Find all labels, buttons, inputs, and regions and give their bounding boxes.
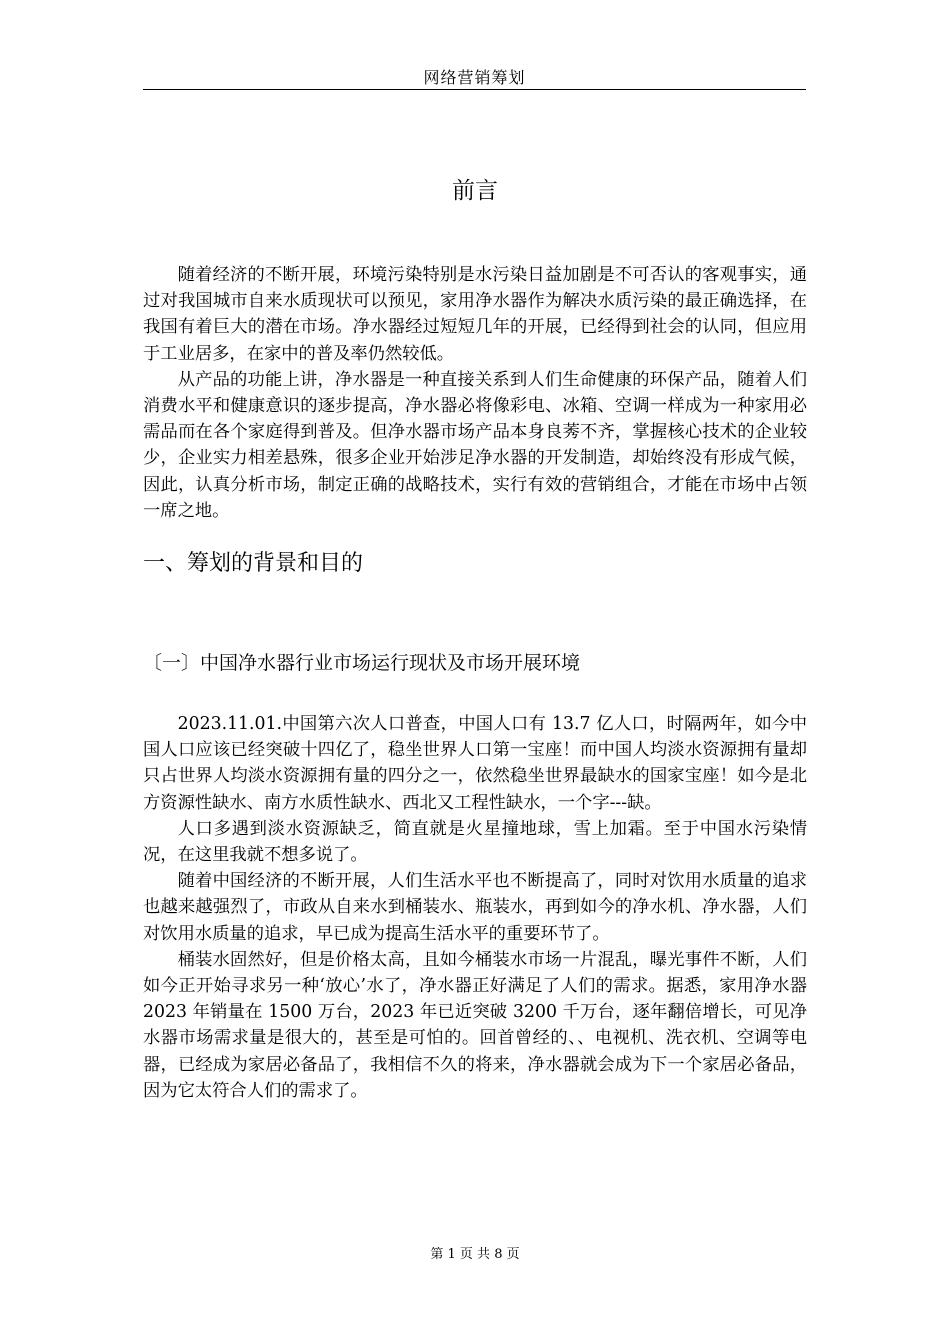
page-footer: 第 1 页 共 8 页 (430, 1247, 520, 1262)
preface-section (143, 262, 807, 524)
body-paragraph: 人口多遇到淡水资源缺乏，简直就是火星撞地球，雪上加霜。至于中国水污染情况，在这里我就不想多说了。 (143, 818, 807, 866)
running-header: 网络营销筹划 (423, 68, 526, 87)
page-title: 前言 (452, 178, 498, 205)
section-body (143, 711, 807, 1104)
header-rule (143, 89, 806, 90)
body-paragraph: 2023.11.01.中国第六次人口普查，中国人口有 13.7 亿人口，时隔两年，如今中国人口应该已经突破十四亿了，稳坐世界人口第一宝座！而中国人均淡水资源拥有量却只占世界人均淡水资源拥有量的四分之一，依然稳坐世界最缺水的国家宝座！如今是北方资源性缺水、南方水质性缺水、西北又工程性缺水，一个字---缺。 (143, 714, 807, 813)
section-heading: 一、筹划的背景和目的 (143, 551, 364, 576)
subsection-heading: 〔一〕中国净水器行业市场运行现状及市场开展环境 (143, 652, 581, 674)
preface-paragraph: 随着经济的不断开展，环境污染特别是水污染日益加剧是不可否认的客观事实，通过对我国城市自来水质现状可以预见，家用净水器作为解决水质污染的最正确选择，在我国有着巨大的潜在市场。净水器经过短短几年的开展，已经得到社会的认同，但应用于工业居多，在家中的普及率仍然较低。 (143, 265, 807, 364)
body-paragraph: 桶装水固然好，但是价格太高，且如今桶装水市场一片混乱，曝光事件不断，人们如今正开始寻求另一种‘放心’水了，净水器正好满足了人们的需求。据悉，家用净水器 2023 年销量在 1500 万台，2023 年已近突破 3200 千万台，逐年翻倍增长，可见净水器市场需求量是很大的，甚至是可怕的。回首曾经的、、电视机、洗衣机、空调等电器，已经成为家居必备品了，我相信不久的将来，净水器就会成为下一个家居必备品，因为它太符合人们的需求了。 (143, 949, 807, 1101)
body-paragraph: 随着中国经济的不断开展，人们生活水平也不断提高了，同时对饮用水质量的追求也越来越强烈了，市政从自来水到桶装水、瓶装水，再到如今的净水机、净水器，人们对饮用水质量的追求，早已成为提高生活水平的重要环节了。 (143, 871, 807, 944)
preface-paragraph: 从产品的功能上讲，净水器是一种直接关系到人们生命健康的环保产品，随着人们消费水平和健康意识的逐步提高，净水器必将像彩电、冰箱、空调一样成为一种家用必需品而在各个家庭得到普及。但净水器市场产品本身良莠不齐，掌握核心技术的企业较少，企业实力相差悬殊，很多企业开始涉足净水器的开发制造，却始终没有形成气候，因此，认真分析市场，制定正确的战略技术，实行有效的营销组合，才能在市场中占领一席之地。 (143, 369, 807, 521)
